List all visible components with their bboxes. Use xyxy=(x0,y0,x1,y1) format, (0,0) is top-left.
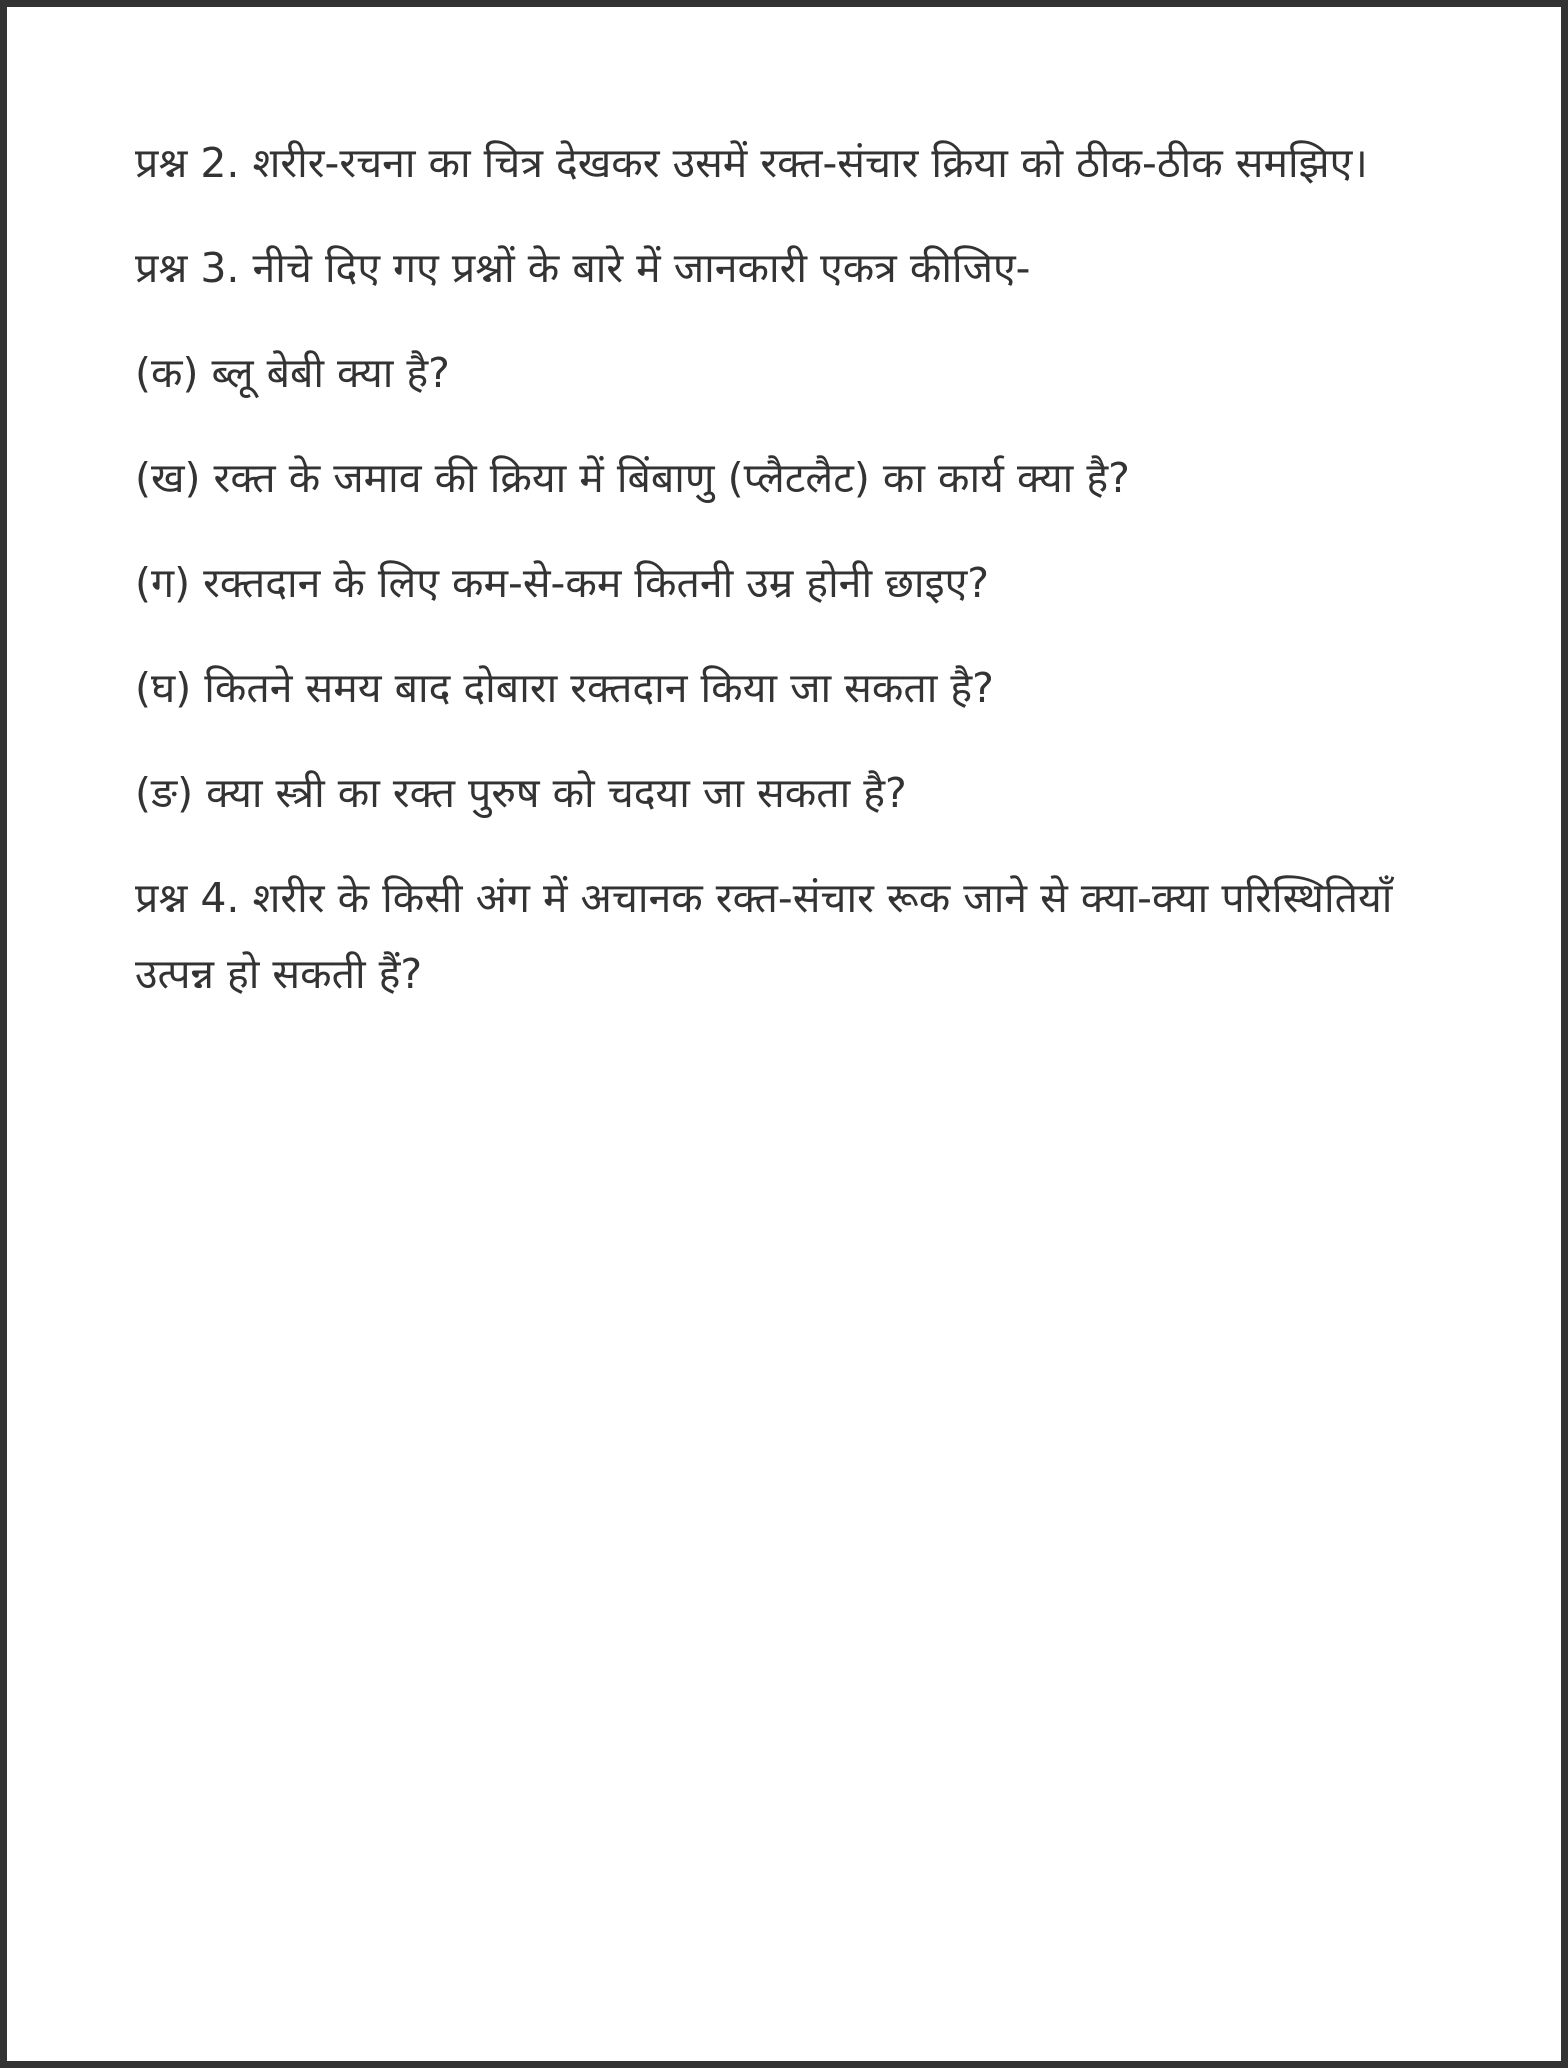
question-3: प्रश्न 3. नीचे दिए गए प्रश्नों के बारे में जानकारी एकत्र कीजिए- xyxy=(135,244,1031,292)
question-3-item-gha: (घ) कितने समय बाद दोबारा रक्तदान किया जा सकता है? xyxy=(135,664,994,712)
document-page xyxy=(7,7,1561,2061)
question-4: प्रश्न 4. शरीर के किसी अंग में अचानक रक्त-संचार रूक जाने से क्या-क्या परिस्थितियाँ उत्पन्न हो सकती हैं? xyxy=(135,874,1393,998)
question-2: प्रश्न 2. शरीर-रचना का चित्र देखकर उसमें रक्त-संचार क्रिया को ठीक-ठीक समझिए। xyxy=(135,139,1368,187)
question-list xyxy=(135,125,1435,1041)
question-3-item-ga: (ग) रक्तदान के लिए कम-से-कम कितनी उम्र होनी छाइए? xyxy=(135,559,990,607)
question-3-item-ka: (क) ब्लू बेबी क्या है? xyxy=(135,349,450,397)
question-3-item-kha: (ख) रक्त के जमाव की क्रिया में बिंबाणु (प्लैटलैट) का कार्य क्या है? xyxy=(135,454,1130,502)
question-3-item-nga: (ङ) क्या स्त्री का रक्त पुरुष को चदया जा सकता है? xyxy=(135,769,907,817)
